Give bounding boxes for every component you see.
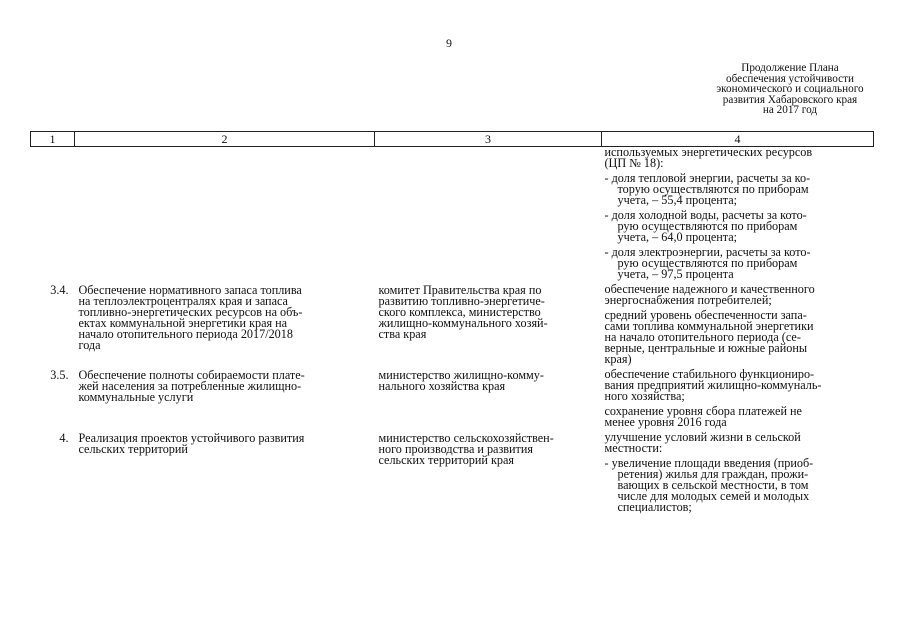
responsible-cell (375, 369, 602, 432)
text-line: сохранение уровня сбора платежей не (604, 404, 802, 418)
bullet-item (605, 458, 872, 513)
text-line: сельских территорий (78, 442, 188, 456)
text-line: - доля электроэнергии, расчеты за кото- (604, 245, 811, 259)
text-line: вания предприятий жилищно-коммуналь- (604, 378, 822, 392)
text-line: развитию топливно-энергетиче- (378, 294, 545, 308)
text-line: начало отопительного периода 2017/2018 (78, 327, 293, 341)
text-line: энергоснабжения потребителей; (604, 293, 772, 307)
text-line: Обеспечение полноты собираемости плате- (78, 368, 305, 382)
responsible-cell (375, 432, 602, 517)
table-row (31, 284, 874, 369)
text-line: верные, центральные и южные районы (604, 341, 808, 355)
text-line: используемых энергетических ресурсов (604, 145, 813, 159)
table-row (31, 369, 874, 432)
text-line: Обеспечение нормативного запаса топлива (78, 283, 302, 297)
text-line: жилищно-коммунального хозяй- (378, 316, 548, 330)
empty-cell (375, 147, 602, 285)
text-line: жей населения за потребленные жилищно- (78, 379, 302, 393)
text-line: учета, – 55,4 процента; (617, 193, 738, 207)
measure-cell (75, 369, 375, 432)
header-note-line: обеспечения устойчивости (726, 72, 854, 85)
text-line: края) (604, 352, 632, 366)
text-line: ектах коммунальной энергетики края на (78, 316, 288, 330)
text-line: средний уровень обеспеченности запа- (604, 308, 807, 322)
expected-result-cell (602, 284, 874, 369)
text-line: - доля холодной воды, расчеты за кото- (604, 208, 807, 222)
bullet-item (605, 247, 872, 280)
continuation-row (31, 147, 874, 285)
item-number: 4. (59, 431, 69, 445)
bullet-item (605, 173, 872, 206)
text-line: министерство жилищно-комму- (378, 368, 544, 382)
column-header: 3 (375, 132, 602, 147)
text-line: обеспечение надежного и качественного (604, 282, 815, 296)
table-row (31, 432, 874, 517)
paragraph (605, 310, 872, 365)
text-line: сами топлива коммунальной энергетики (604, 319, 814, 333)
text-line: рую осуществляются по приборам (617, 219, 798, 233)
column-header: 2 (75, 132, 375, 147)
paragraph (605, 147, 872, 169)
text-line: коммунальные услуги (78, 390, 194, 404)
text-line: торую осуществляются по приборам (617, 182, 809, 196)
text-line: учета, – 64,0 процента; (617, 230, 738, 244)
text-line: ства края (378, 327, 427, 341)
text-line: на начало отопительного периода (се- (604, 330, 801, 344)
header-note-line: Продолжение Плана (741, 62, 839, 74)
text-line: Реализация проектов устойчивого развития (78, 431, 305, 445)
text-line: года (78, 338, 101, 352)
item-number: 3.5. (50, 368, 69, 382)
text-line: числе для молодых семей и молодых (617, 489, 810, 503)
text-line: (ЦП № 18): (604, 156, 664, 170)
empty-cell (75, 147, 375, 285)
text-line: специалистов; (617, 500, 692, 514)
paragraph (605, 369, 872, 402)
text-line: ретения) жилья для граждан, прожи- (617, 467, 809, 481)
text-line: учета, – 97,5 процента (617, 267, 734, 281)
bullet-item (605, 210, 872, 243)
text-line: ного хозяйства; (604, 389, 685, 403)
expected-result-cell (602, 147, 874, 285)
paragraph (605, 406, 872, 428)
text-line: топливно-энергетических ресурсов на объ- (78, 305, 303, 319)
text-line: комитет Правительства края по (378, 283, 542, 297)
paragraph (605, 432, 872, 454)
text-line: обеспечение стабильного функциониро- (604, 367, 815, 381)
page-number: 9 (446, 36, 452, 50)
text-line: на теплоэлектроцентралях края и запаса (78, 294, 288, 308)
text-line: рую осуществляются по приборам (617, 256, 798, 270)
text-line: улучшение условий жизни в сельской (604, 430, 801, 444)
text-line: сельских территорий края (378, 453, 515, 467)
paragraph (605, 284, 872, 306)
text-line: менее уровня 2016 года (604, 415, 727, 429)
text-line: нального хозяйства края (378, 379, 506, 393)
item-number: 3.4. (50, 283, 69, 297)
text-line: - доля тепловой энергии, расчеты за ко- (604, 171, 811, 185)
column-header: 4 (602, 132, 874, 147)
header-note-line: экономического и социального (716, 83, 864, 96)
empty-cell (31, 147, 75, 285)
header-note-line: на 2017 год (762, 104, 818, 117)
responsible-cell (375, 284, 602, 369)
plan-table (30, 131, 874, 517)
measure-cell (75, 432, 375, 517)
column-header: 1 (31, 132, 75, 147)
text-line: местности: (604, 441, 663, 455)
text-line: ного производства и развития (378, 442, 534, 456)
expected-result-cell (602, 432, 874, 517)
measure-cell (75, 284, 375, 369)
text-line: министерство сельскохозяйствен- (378, 431, 554, 445)
header-note-line: развития Хабаровского края (722, 93, 858, 106)
text-line: ского комплекса, министерство (378, 305, 541, 319)
expected-result-cell (602, 369, 874, 432)
header-note (690, 63, 890, 116)
text-line: - увеличение площади введения (приоб- (604, 456, 814, 470)
text-line: вающих в сельской местности, в том (617, 478, 809, 492)
